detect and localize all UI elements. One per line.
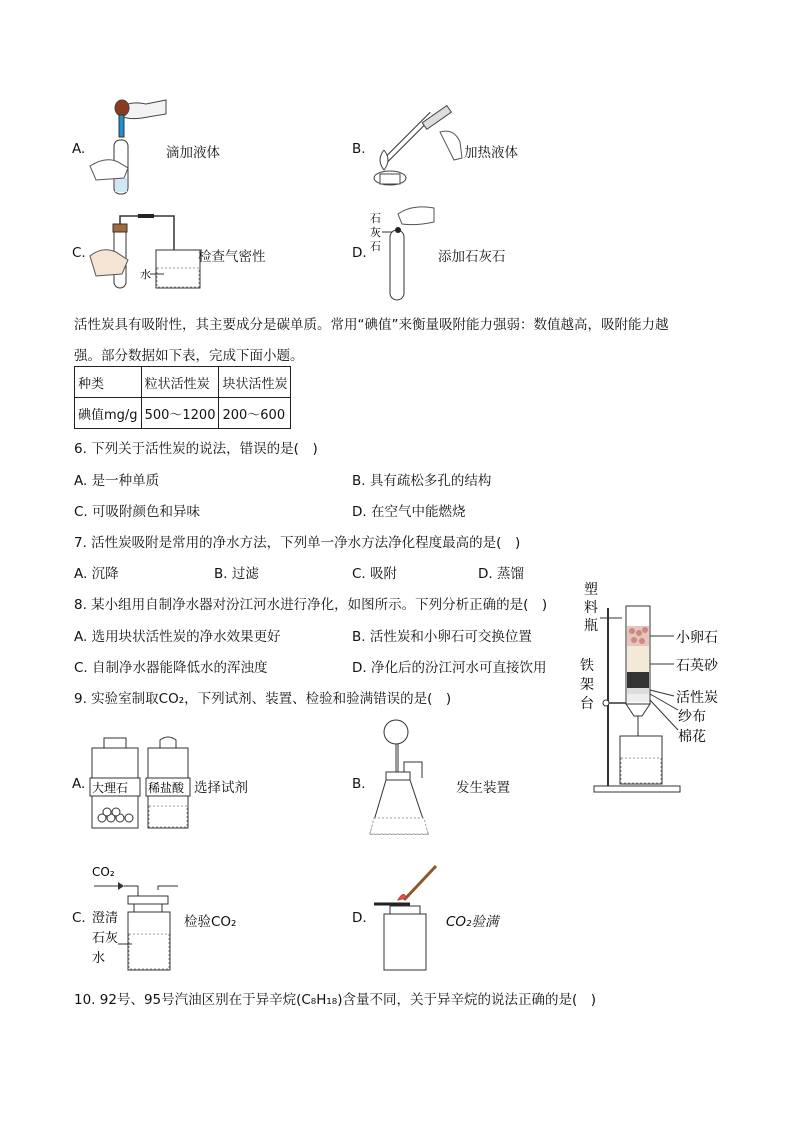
passage-line-1: 活性炭具有吸附性，其主要成分是碳单质。常用“碘值”来衡量吸附能力强弱：数值越高，吸附能力越 (74, 317, 669, 333)
q9-option-d-label: CO₂验满 (446, 914, 499, 930)
q8-option-b[interactable]: B. 活性炭和小卵石可交换位置 (352, 629, 532, 645)
q6-option-a[interactable]: A. 是一种单质 (74, 473, 160, 489)
limestone-figure (368, 200, 438, 304)
q6-option-c[interactable]: C. 可吸附颜色和异味 (74, 504, 201, 520)
stand-label-1: 铁 (580, 658, 594, 674)
reagent-label-3: 水 (92, 951, 106, 966)
iodine-value-table (74, 366, 291, 429)
option-c-label: 检查气密性 (198, 249, 266, 265)
stone-label-3: 石 (370, 240, 381, 253)
q7-option-b[interactable]: B. 过滤 (214, 566, 259, 582)
heating-liquid-figure (366, 104, 466, 194)
q9-option-a-label: 选择试剂 (194, 780, 248, 796)
q9-option-letter-d: D. (352, 910, 367, 926)
stand-label-2: 架 (580, 677, 594, 693)
water-purifier-figure (578, 578, 728, 800)
option-letter-b: B. (352, 141, 366, 157)
table-row (75, 398, 291, 429)
table-row-label: 碘值mg/g (75, 398, 142, 429)
table-row (75, 367, 291, 398)
reagent-bottles-figure (88, 736, 198, 830)
q7-option-a[interactable]: A. 沉降 (74, 566, 119, 582)
q7-stem: 7. 活性炭吸附是常用的净水方法，下列单一净水方法净化程度最高的是( ) (74, 535, 521, 551)
q9-option-letter-a: A. (72, 776, 86, 792)
bottle-label-1: 塑 (584, 582, 598, 598)
generation-apparatus-figure (368, 718, 444, 842)
q10-stem: 10. 92号、95号汽油区别在于异辛烷(C₈H₁₈)含量不同，关于异辛烷的说法正确的是( ) (74, 992, 596, 1008)
layer-label-carbon: 活性炭 (676, 690, 718, 706)
layer-label-quartz: 石英砂 (676, 658, 718, 674)
q8-option-a[interactable]: A. 选用块状活性炭的净水效果更好 (74, 629, 281, 645)
option-d-label: 添加石灰石 (438, 249, 506, 265)
q6-option-d[interactable]: D. 在空气中能燃烧 (352, 504, 466, 520)
layer-label-cotton: 棉花 (678, 729, 706, 745)
q6-stem: 6. 下列关于活性炭的说法，错误的是( ) (74, 441, 318, 457)
reagent-label-1: 澄清 (92, 911, 119, 926)
stone-label-1: 石 (370, 212, 381, 225)
q9-option-c-label: 检验CO₂ (184, 914, 237, 930)
water-label: 水 (140, 268, 151, 281)
bottle-label-2: 料 (584, 600, 598, 616)
bottle-label-3: 瓶 (584, 618, 598, 634)
q9-stem: 9. 实验室制取CO₂，下列试剂、装置、检验和验满错误的是( ) (74, 691, 452, 707)
passage-line-2: 强。部分数据如下表，完成下面小题。 (74, 348, 304, 364)
option-letter-c: C. (72, 245, 86, 261)
gas-label: CO₂ (92, 865, 115, 879)
q8-stem: 8. 某小组用自制净水器对汾江河水进行净化，如图所示。下列分析正确的是( ) (74, 597, 548, 613)
option-letter-d: D. (352, 245, 367, 261)
stand-label-3: 台 (580, 696, 594, 712)
dropper-figure (88, 96, 168, 198)
bottle-label-marble: 大理石 (92, 781, 129, 795)
table-cell: 200～600 (219, 398, 291, 429)
q9-option-letter-c: C. (72, 910, 86, 926)
layer-label-gauze: 纱布 (678, 709, 706, 725)
q7-option-d[interactable]: D. 蒸馏 (478, 566, 524, 582)
option-a-label: 滴加液体 (166, 145, 220, 161)
reagent-label-2: 石灰 (92, 931, 119, 946)
bottle-label-acid: 稀盐酸 (148, 781, 185, 795)
table-header-cell: 种类 (75, 367, 142, 398)
co2-test-figure (88, 860, 188, 974)
co2-full-check-figure (370, 862, 442, 972)
table-header-cell: 粒状活性炭 (141, 367, 219, 398)
option-b-label: 加热液体 (464, 145, 518, 161)
layer-label-pebble: 小卵石 (676, 630, 718, 646)
option-letter-a: A. (72, 141, 86, 157)
q8-option-d[interactable]: D. 净化后的汾江河水可直接饮用 (352, 660, 547, 676)
stone-label-2: 灰 (370, 226, 381, 239)
q6-option-b[interactable]: B. 具有疏松多孔的结构 (352, 473, 492, 489)
airtightness-figure (88, 212, 206, 292)
table-header-cell: 块状活性炭 (219, 367, 291, 398)
q9-option-letter-b: B. (352, 776, 366, 792)
q9-option-b-label: 发生装置 (456, 780, 510, 796)
q8-option-c[interactable]: C. 自制净水器能降低水的浑浊度 (74, 660, 268, 676)
q7-option-c[interactable]: C. 吸附 (352, 566, 398, 582)
table-cell: 500～1200 (141, 398, 219, 429)
